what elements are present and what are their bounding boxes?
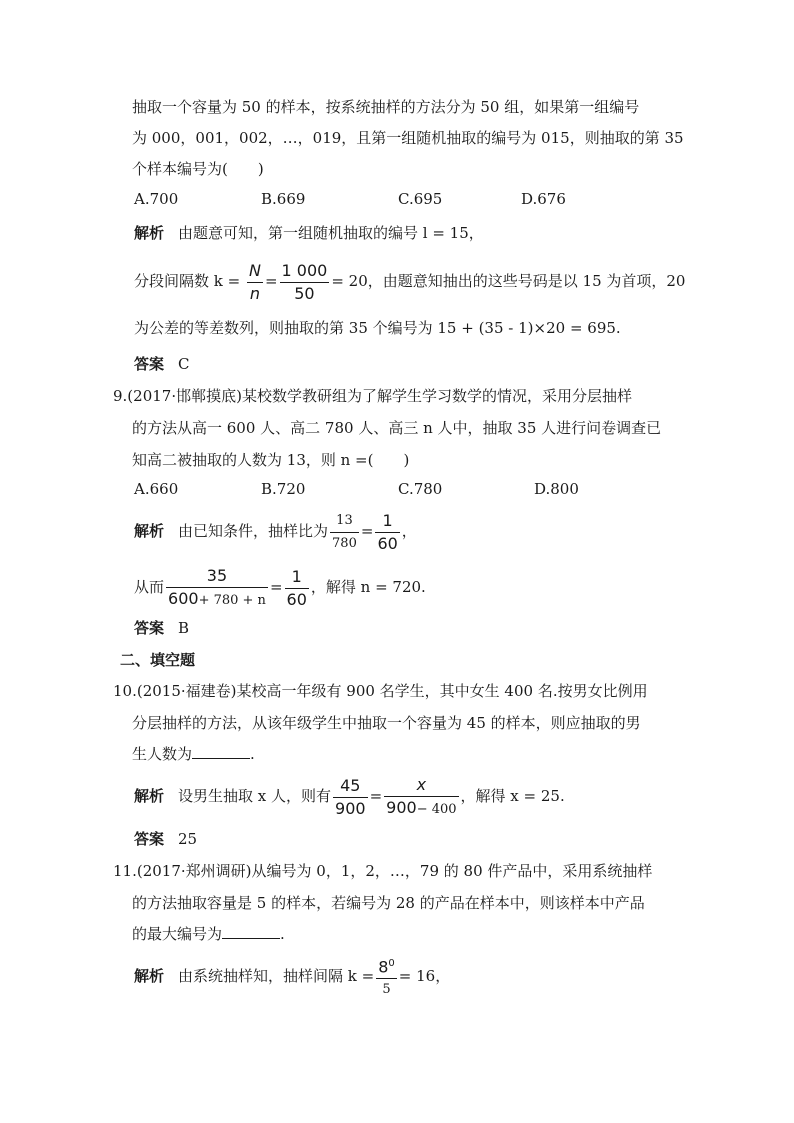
section-heading: 二、填空题 <box>120 651 196 669</box>
q8-solution-line1 <box>134 223 484 243</box>
q9-f1-num: 13 <box>330 510 359 533</box>
q9-stem-line1: 9.(2017·邯郸摸底)某校数学教研组为了解学生学习数学的情况，采用分层抽样 <box>113 387 632 405</box>
q10-fraction-45-over-900 <box>333 775 368 820</box>
q11-sol-pre: 由系统抽样知，抽样间隔 k = <box>178 967 375 986</box>
q10-f2-num: x <box>384 774 458 797</box>
jiexi-label: 解析 <box>134 787 165 805</box>
q8-sol-text2-pre: 分段间隔数 k = <box>134 272 241 290</box>
q9-f2-den: 60 <box>377 533 398 553</box>
q11-sol-post: = 16， <box>398 967 451 986</box>
q11-solution <box>134 953 450 1001</box>
q8-frac-num2: 1 000 <box>280 260 330 283</box>
daan-label: 答案 <box>134 830 165 848</box>
q11-fraction-80-over-5 <box>376 953 397 1001</box>
q8-stem-line3: 个样本编号为( ) <box>132 160 264 178</box>
q9-sol-text1: 由已知条件，抽样比为 <box>178 522 329 540</box>
q9-answer <box>134 618 189 638</box>
q8-sol-text1: 由题意可知，第一组随机抽取的编号 l = 15， <box>178 224 484 242</box>
q11-stem-line1: 11.(2017·郑州调研)从编号为 0，1，2，…，79 的 80 件产品中，采用系统抽样 <box>113 862 653 880</box>
q9-fraction-13-over-780 <box>330 510 359 555</box>
q10-f1-den: 900 <box>335 798 366 818</box>
q8-option-d: D.676 <box>521 190 566 208</box>
q10-stem-line3: 生人数为 . <box>132 745 255 763</box>
q11-answer-blank[interactable] <box>222 924 280 939</box>
q8-option-b: B.669 <box>261 190 306 208</box>
q10-stem-line2: 分层抽样的方法，从该年级学生中抽取一个容量为 45 的样本，则应抽取的男 <box>132 714 641 732</box>
q8-answer-value: C <box>178 355 190 373</box>
q9-fraction-1-over-60 <box>375 510 399 555</box>
q9-f4-num: 1 <box>285 566 309 589</box>
q8-frac-den: n <box>249 283 261 303</box>
q10-answer-value: 25 <box>178 830 198 848</box>
q8-sol-text2-post: = 20，由题意知抽出的这些号码是以 15 为首项，20 <box>331 272 686 290</box>
q10-fraction-x-over-diff <box>384 774 458 821</box>
jiexi-label: 解析 <box>134 522 165 540</box>
q9-solution-line1: 解析 由已知条件，抽样比为 $\frac{13}{780}$ = $\frac{1}{60}$ ， <box>134 510 417 553</box>
q9-fraction-1-over-60-b <box>285 566 309 611</box>
q8-option-c: C.695 <box>398 190 443 208</box>
q10-f2-den-b: − 400 <box>416 801 457 817</box>
q9-f3-den-b: + 780 + n <box>198 592 266 608</box>
q8-stem-line1: 抽取一个容量为 50 的样本，按系统抽样的方法分为 50 组，如果第一组编号 <box>132 98 640 116</box>
daan-label: 答案 <box>134 619 165 637</box>
q8-stem-line2: 为 000，001，002，…，019，且第一组随机抽取的编号为 015，则抽取的第 35 <box>132 129 684 147</box>
q9-sol-text2-pre: 从而 <box>134 578 165 596</box>
q9-solution-line2: 从而 $\frac{35}{600+ 780 + n}$ = $\frac{1}{60}$ ，解得 n = 720. <box>134 564 426 612</box>
q9-option-a: A.660 <box>134 480 179 498</box>
q11-stem-line2: 的方法抽取容量是 5 的样本，若编号为 28 的产品在样本中，则该样本中产品 <box>132 894 645 912</box>
q9-stem-line2: 的方法从高一 600 人、高二 780 人、高三 n 人中，抽取 35 人进行问卷调查已 <box>132 419 662 437</box>
q8-option-a: A.700 <box>134 190 179 208</box>
q9-f1-den: 780 <box>332 535 357 551</box>
q8-frac-den2: 50 <box>294 283 315 303</box>
q9-f4-den: 60 <box>286 589 307 609</box>
q10-answer-blank[interactable] <box>192 744 250 759</box>
q11-f-num-base: 8 <box>378 957 389 977</box>
q8-solution-line3: 为公差的等差数列，则抽取的第 35 个编号为 15 + (35 - 1)×20 = 695. <box>134 319 621 337</box>
q10-answer <box>134 829 197 849</box>
q10-sol-pre: 设男生抽取 x 人，则有 <box>178 787 332 805</box>
q9-fraction-35-over-sum <box>166 565 268 612</box>
q8-solution-line2: 分段间隔数 k = $\frac{N}{n}$ = $\frac{1 000}{50}$ = 20，由题意知抽出的这些号码是以 15 为首项，20 <box>134 260 686 303</box>
q10-stem-line1: 10.(2015·福建卷)某校高一年级有 900 名学生，其中女生 400 名.按男女比例用 <box>113 682 648 700</box>
q9-option-b: B.720 <box>261 480 306 498</box>
q9-option-c: C.780 <box>398 480 443 498</box>
jiexi-label: 解析 <box>134 967 165 986</box>
q8-frac-num: N <box>247 260 263 283</box>
q10-f2-den-a: 900 <box>386 797 417 817</box>
q10-f2-den <box>384 797 458 821</box>
q10-stem-line3-text: 生人数为 <box>132 745 193 763</box>
q11-stem-line3: 的最大编号为 . <box>132 925 285 943</box>
q11-f-num <box>376 953 397 979</box>
daan-label: 答案 <box>134 355 165 373</box>
q9-f3-den <box>166 588 268 612</box>
q11-f-den: 5 <box>382 982 391 998</box>
q8-answer <box>134 354 190 374</box>
q9-answer-value: B <box>178 619 190 637</box>
q11-f-num-sup: 0 <box>388 958 395 969</box>
q9-option-d: D.800 <box>534 480 579 498</box>
q11-stem-line3-text: 的最大编号为 <box>132 925 223 943</box>
q9-f2-num: 1 <box>375 510 399 533</box>
q10-solution: 解析 设男生抽取 x 人，则有 $\frac{45}{900}$ = $\frac{x}{900- 400}$ ，解得 x = 25. <box>134 773 565 821</box>
q10-f1-num: 45 <box>333 775 368 798</box>
q9-sol-text2-post: ，解得 n = 720. <box>310 578 426 596</box>
q9-f3-den-a: 600 <box>168 588 199 608</box>
q8-fraction-n-over-n <box>247 260 263 305</box>
q9-f3-num: 35 <box>166 565 268 588</box>
q8-fraction-1000-over-50 <box>280 260 330 305</box>
jiexi-label: 解析 <box>134 224 165 242</box>
q9-stem-line3: 知高二被抽取的人数为 13，则 n =( ) <box>132 451 410 469</box>
q10-sol-post: ，解得 x = 25. <box>460 787 565 805</box>
